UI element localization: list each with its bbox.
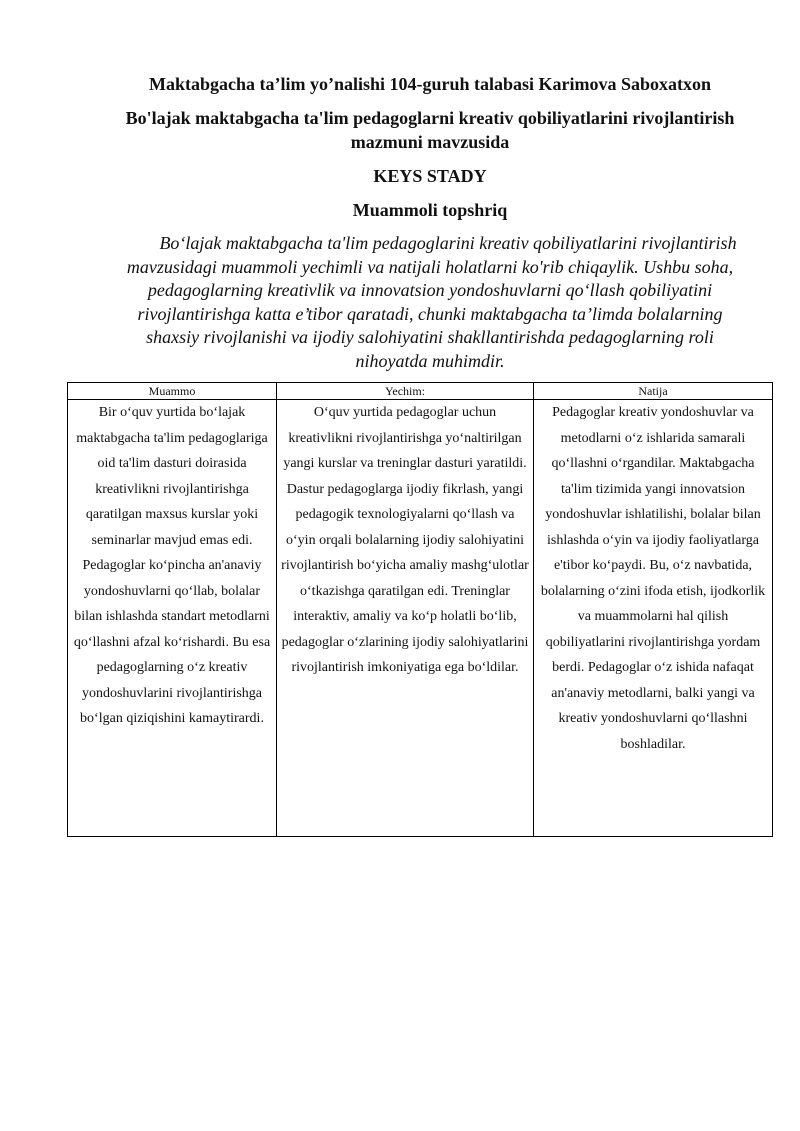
cell-solution: O‘quv yurtida pedagoglar uchun kreativlikni rivojlantirishga yo‘naltirilgan yangi kurslar va treninglar dasturi yaratildi. Dastur pedagoglarga ijodiy fikrlash, yangi pedagogik texnologiyalarni qo‘llash va o‘yin orqali bolalarning ijodiy salohiyatini rivojlantirish bo‘yicha amaliy mashg‘ulotlar o‘tkazishga qaratilgan edi. Treninglar interaktiv, amaliy va ko‘p holatli bo‘lib, pedagoglar o‘zlarining ijodiy salohiyatlarini rivojlantirish imkoniyatiga ega bo‘ldilar. bbox=[277, 400, 534, 837]
header-result: Natija bbox=[534, 383, 773, 400]
header-problem: Muammo bbox=[68, 383, 277, 400]
table-row bbox=[68, 400, 773, 837]
task-label: Muammoli topshriq bbox=[352, 200, 508, 220]
header-solution: Yechim: bbox=[277, 383, 534, 400]
case-table bbox=[67, 382, 773, 837]
cell-problem: Bir o‘quv yurtida bo‘lajak maktabgacha ta'lim pedagoglariga oid ta'lim dasturi doirasida kreativlikni rivojlantirishga qaratilgan maxsus kurslar yoki seminarlar mavjud emas edi. Pedagoglar ko‘pincha an'anaviy yondoshuvlarni qo‘llab, bolalar bilan ishlashda standart metodlarni qo‘llashni afzal ko‘rishardi. Bu esa pedagoglarning o‘z kreativ yondoshuvlarini rivojlantirishga bo‘lgan qiziqishini kamaytirardi. bbox=[68, 400, 277, 837]
case-study-label: KEYS STADY bbox=[373, 166, 487, 186]
author-line: Maktabgacha ta’lim yo’nalishi 104-guruh talabasi Karimova Saboxatxon bbox=[148, 74, 712, 94]
topic-title: Bo'lajak maktabgacha ta'lim pedagoglarni kreativ qobiliyatlarini rivojlantirish mazmuni mavzusida bbox=[125, 108, 735, 152]
table-header-row bbox=[68, 383, 773, 400]
intro-paragraph: Bo‘lajak maktabgacha ta'lim pedagoglarini kreativ qobiliyatlarini rivojlantirish mavzusidagi muammoli yechimli va natijali holatlarni ko'rib chiqaylik. Ushbu soha, pedagoglarning kreativlik va innovatsion yondoshuvlarni qo‘llash qobiliyatini rivojlantirishga katta e’tibor qaratadi, chunki maktabgacha ta’limda bolalarning shaxsiy rivojlanishi va ijodiy salohiyatini shakllantirishda pedagoglarning roli nihoyatda muhimdir. bbox=[126, 233, 737, 371]
cell-result: Pedagoglar kreativ yondoshuvlar va metodlarni o‘z ishlarida samarali qo‘llashni o‘rgandilar. Maktabgacha ta'lim tizimida yangi innovatsion yondoshuvlar ishlatilishi, bolalar bilan ishlashda o‘yin va ijodiy faoliyatlarga e'tibor ko‘paydi. Bu, o‘z navbatida, bolalarning o‘zini ifoda etish, ijodkorlik va muammolarni hal qilish qobiliyatlarini rivojlantirishga yordam berdi. Pedagoglar o‘z ishida nafaqat an'anaviy metodlarni, balki yangi va kreativ yondoshuvlarni qo‘llashni boshladilar. bbox=[534, 400, 773, 837]
